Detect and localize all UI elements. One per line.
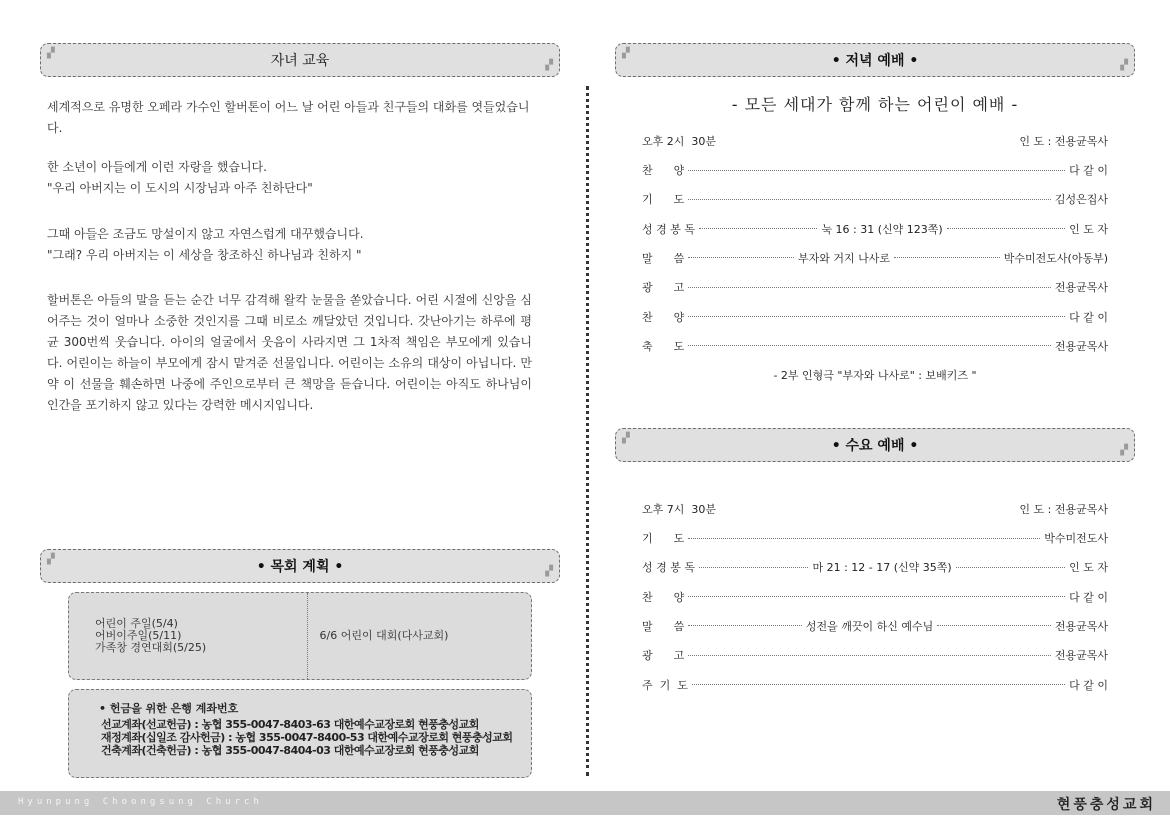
order-detail: 마 21 : 12 - 17 (신약 35쪽) [812, 561, 952, 575]
evening-title: • 저녁 예배 • [831, 53, 919, 69]
wednesday-time: 오후 7시 30분 [642, 503, 716, 516]
plan-box [68, 592, 532, 680]
evening-order-row [642, 221, 1108, 237]
plan-item: 어린이 주일(5/4) [95, 617, 178, 630]
order-value: 인 도 자 [1069, 561, 1109, 575]
dot-leader [894, 257, 1000, 258]
order-value: 다 같 이 [1069, 164, 1108, 177]
dot-leader [692, 684, 1065, 685]
wednesday-order-row [642, 530, 1108, 546]
wednesday-order-row [642, 677, 1108, 693]
dot-leader [688, 287, 1051, 288]
plan-item: 가족창 경연대회(5/25) [95, 641, 207, 654]
page-divider [586, 86, 589, 776]
dot-leader [688, 257, 794, 258]
plan-column-right [307, 593, 532, 679]
order-label: 기 도 [642, 193, 685, 207]
footer-church-name-ko: 현풍충성교회 [1056, 797, 1156, 813]
evening-header [615, 43, 1135, 77]
order-label: 광 고 [642, 281, 685, 295]
dot-leader [688, 655, 1051, 656]
evening-order-row [642, 309, 1108, 325]
wednesday-time-row [642, 501, 1108, 517]
order-label: 기 도 [642, 532, 685, 545]
plan-item: 어버이주일(5/11) [95, 629, 182, 642]
order-label: 말 씀 [642, 251, 685, 265]
corner-deco-icon: ▞ [47, 554, 55, 565]
dot-leader [699, 228, 817, 229]
order-value: 다 같 이 [1069, 678, 1108, 692]
plan-title: • 목회 계획 • [256, 559, 344, 575]
account-line: 건축계좌(건축헌금) : 농협 355-0047-8404-03 대한예수교장로회 현풍충성교회 [101, 744, 479, 757]
footer-bar [0, 791, 1170, 815]
education-paragraph: 한 소년이 아들에게 이런 자랑을 했습니다. [47, 160, 267, 174]
order-label: 찬 양 [642, 590, 685, 604]
wednesday-leader: 인 도 : 전용균목사 [1019, 503, 1108, 516]
plan-column-left [69, 593, 307, 679]
dot-leader [688, 170, 1065, 171]
dot-leader [688, 596, 1065, 597]
corner-deco-icon: ▞ [622, 433, 630, 444]
corner-deco-icon: ▞ [545, 60, 553, 71]
evening-time-row [642, 133, 1108, 149]
order-value: 전용균목사 [1054, 339, 1108, 353]
order-label: 성 경 봉 독 [642, 222, 695, 236]
evening-order-row [642, 338, 1108, 354]
account-line: 재정계좌(십일조 감사헌금) : 농협 355-0047-8400-53 대한예수교장로회 현풍충성교회 [101, 731, 513, 744]
order-detail: 부자와 거지 나사로 [798, 251, 891, 265]
education-paragraph: 그때 아들은 조금도 망설이지 않고 자연스럽게 대꾸했습니다. [47, 227, 364, 241]
wednesday-order-row [642, 647, 1108, 663]
order-label: 성 경 봉 독 [642, 561, 695, 575]
evening-leader: 인 도 : 전용균목사 [1019, 135, 1108, 148]
dot-leader [688, 316, 1065, 317]
dot-leader [699, 567, 808, 568]
education-paragraph: "그래? 우리 아버지는 이 세상을 창조하신 하나님과 친하지 " [47, 248, 362, 262]
corner-deco-icon: ▞ [545, 566, 553, 577]
order-value: 박수미전도사 [1044, 532, 1108, 545]
footer-church-name-en: Hyunpung Choongsung Church [18, 797, 263, 807]
order-label: 광 고 [642, 649, 685, 663]
order-value: 전용균목사 [1054, 619, 1108, 633]
accounts-box [68, 689, 532, 778]
order-value: 전용균목사 [1054, 649, 1108, 663]
plan-header [40, 549, 560, 583]
education-paragraph: 세계적으로 유명한 오페라 가수인 할버톤이 어느 날 어린 아들과 친구들의 대화를 엿들었습니다. [47, 100, 530, 135]
evening-order-row [642, 191, 1108, 207]
dot-leader [947, 228, 1065, 229]
order-label: 주 기 도 [642, 678, 688, 692]
wednesday-order-row [642, 589, 1108, 605]
education-header [40, 43, 560, 77]
wednesday-header [615, 428, 1135, 462]
dot-leader [688, 345, 1051, 346]
dot-leader [688, 538, 1040, 539]
evening-order-row [642, 250, 1108, 266]
dot-leader [688, 625, 802, 626]
account-line: 선교계좌(선교헌금) : 농협 355-0047-8403-63 대한예수교장로회 현풍충성교회 [101, 718, 479, 731]
dot-leader [688, 199, 1051, 200]
wednesday-title: • 수요 예배 • [831, 438, 919, 454]
dot-leader [956, 567, 1065, 568]
evening-order-row [642, 162, 1108, 178]
wednesday-order-row [642, 618, 1108, 634]
wednesday-order-row [642, 559, 1108, 575]
education-paragraph: "우리 아버지는 이 도시의 시장님과 아주 친하단다" [47, 181, 313, 195]
order-detail: 성전을 깨끗이 하신 예수님 [805, 619, 934, 633]
order-label: 축 도 [642, 339, 685, 353]
corner-deco-icon: ▞ [47, 48, 55, 59]
order-value: 전용균목사 [1054, 281, 1108, 295]
order-value: 다 같 이 [1069, 310, 1108, 324]
evening-note: - 2부 인형극 "부자와 나사로" : 보배키즈 " [773, 369, 977, 382]
order-label: 말 씀 [642, 619, 685, 633]
order-value: 박수미전도사(아동부) [1003, 251, 1108, 265]
education-paragraph: 할버톤은 아들의 말을 듣는 순간 너무 감격해 왈칵 눈물을 쏟았습니다. 어린 시절에 신앙을 심어주는 것이 얼마나 소중한 것인지를 그때 비로소 깨달았던 것입니다. 갓난아기는 하루에 평균 300번씩 웃습니다. 아이의 얼굴에서 웃음이 사라지면 그 1차적 책임은 부모에게 있습니다. 어린이는 하늘이 부모에게 잠시 맡겨준 선물입니다. 어린이는 소유의 대상이 아닙니다. 만약 이 선물을 훼손하면 나중에 주인으로부터 큰 책망을 듣습니다. 어린이는 아직도 하나님이 인간을 포기하지 않고 있다는 강력한 메시지입니다. [47, 293, 532, 412]
evening-subtitle: - 모든 세대가 함께 하는 어린이 예배 - [731, 95, 1019, 114]
order-label: 찬 양 [642, 310, 685, 324]
evening-order-row [642, 279, 1108, 295]
order-label: 찬 양 [642, 164, 685, 177]
corner-deco-icon: ▞ [1120, 445, 1128, 456]
plan-item: 6/6 어린이 대회(다사교회) [319, 629, 449, 642]
corner-deco-icon: ▞ [1120, 60, 1128, 71]
dot-leader [937, 625, 1051, 626]
corner-deco-icon: ▞ [622, 48, 630, 59]
order-value: 다 같 이 [1069, 590, 1108, 604]
order-detail: 눅 16 : 31 (신약 123쪽) [821, 222, 943, 236]
order-value: 인 도 자 [1069, 222, 1109, 236]
order-value: 김성은집사 [1054, 193, 1108, 207]
education-title: 자녀 교육 [270, 53, 330, 69]
evening-time: 오후 2시 30분 [642, 135, 716, 148]
accounts-title: • 헌금을 위한 은행 계좌번호 [99, 702, 239, 715]
